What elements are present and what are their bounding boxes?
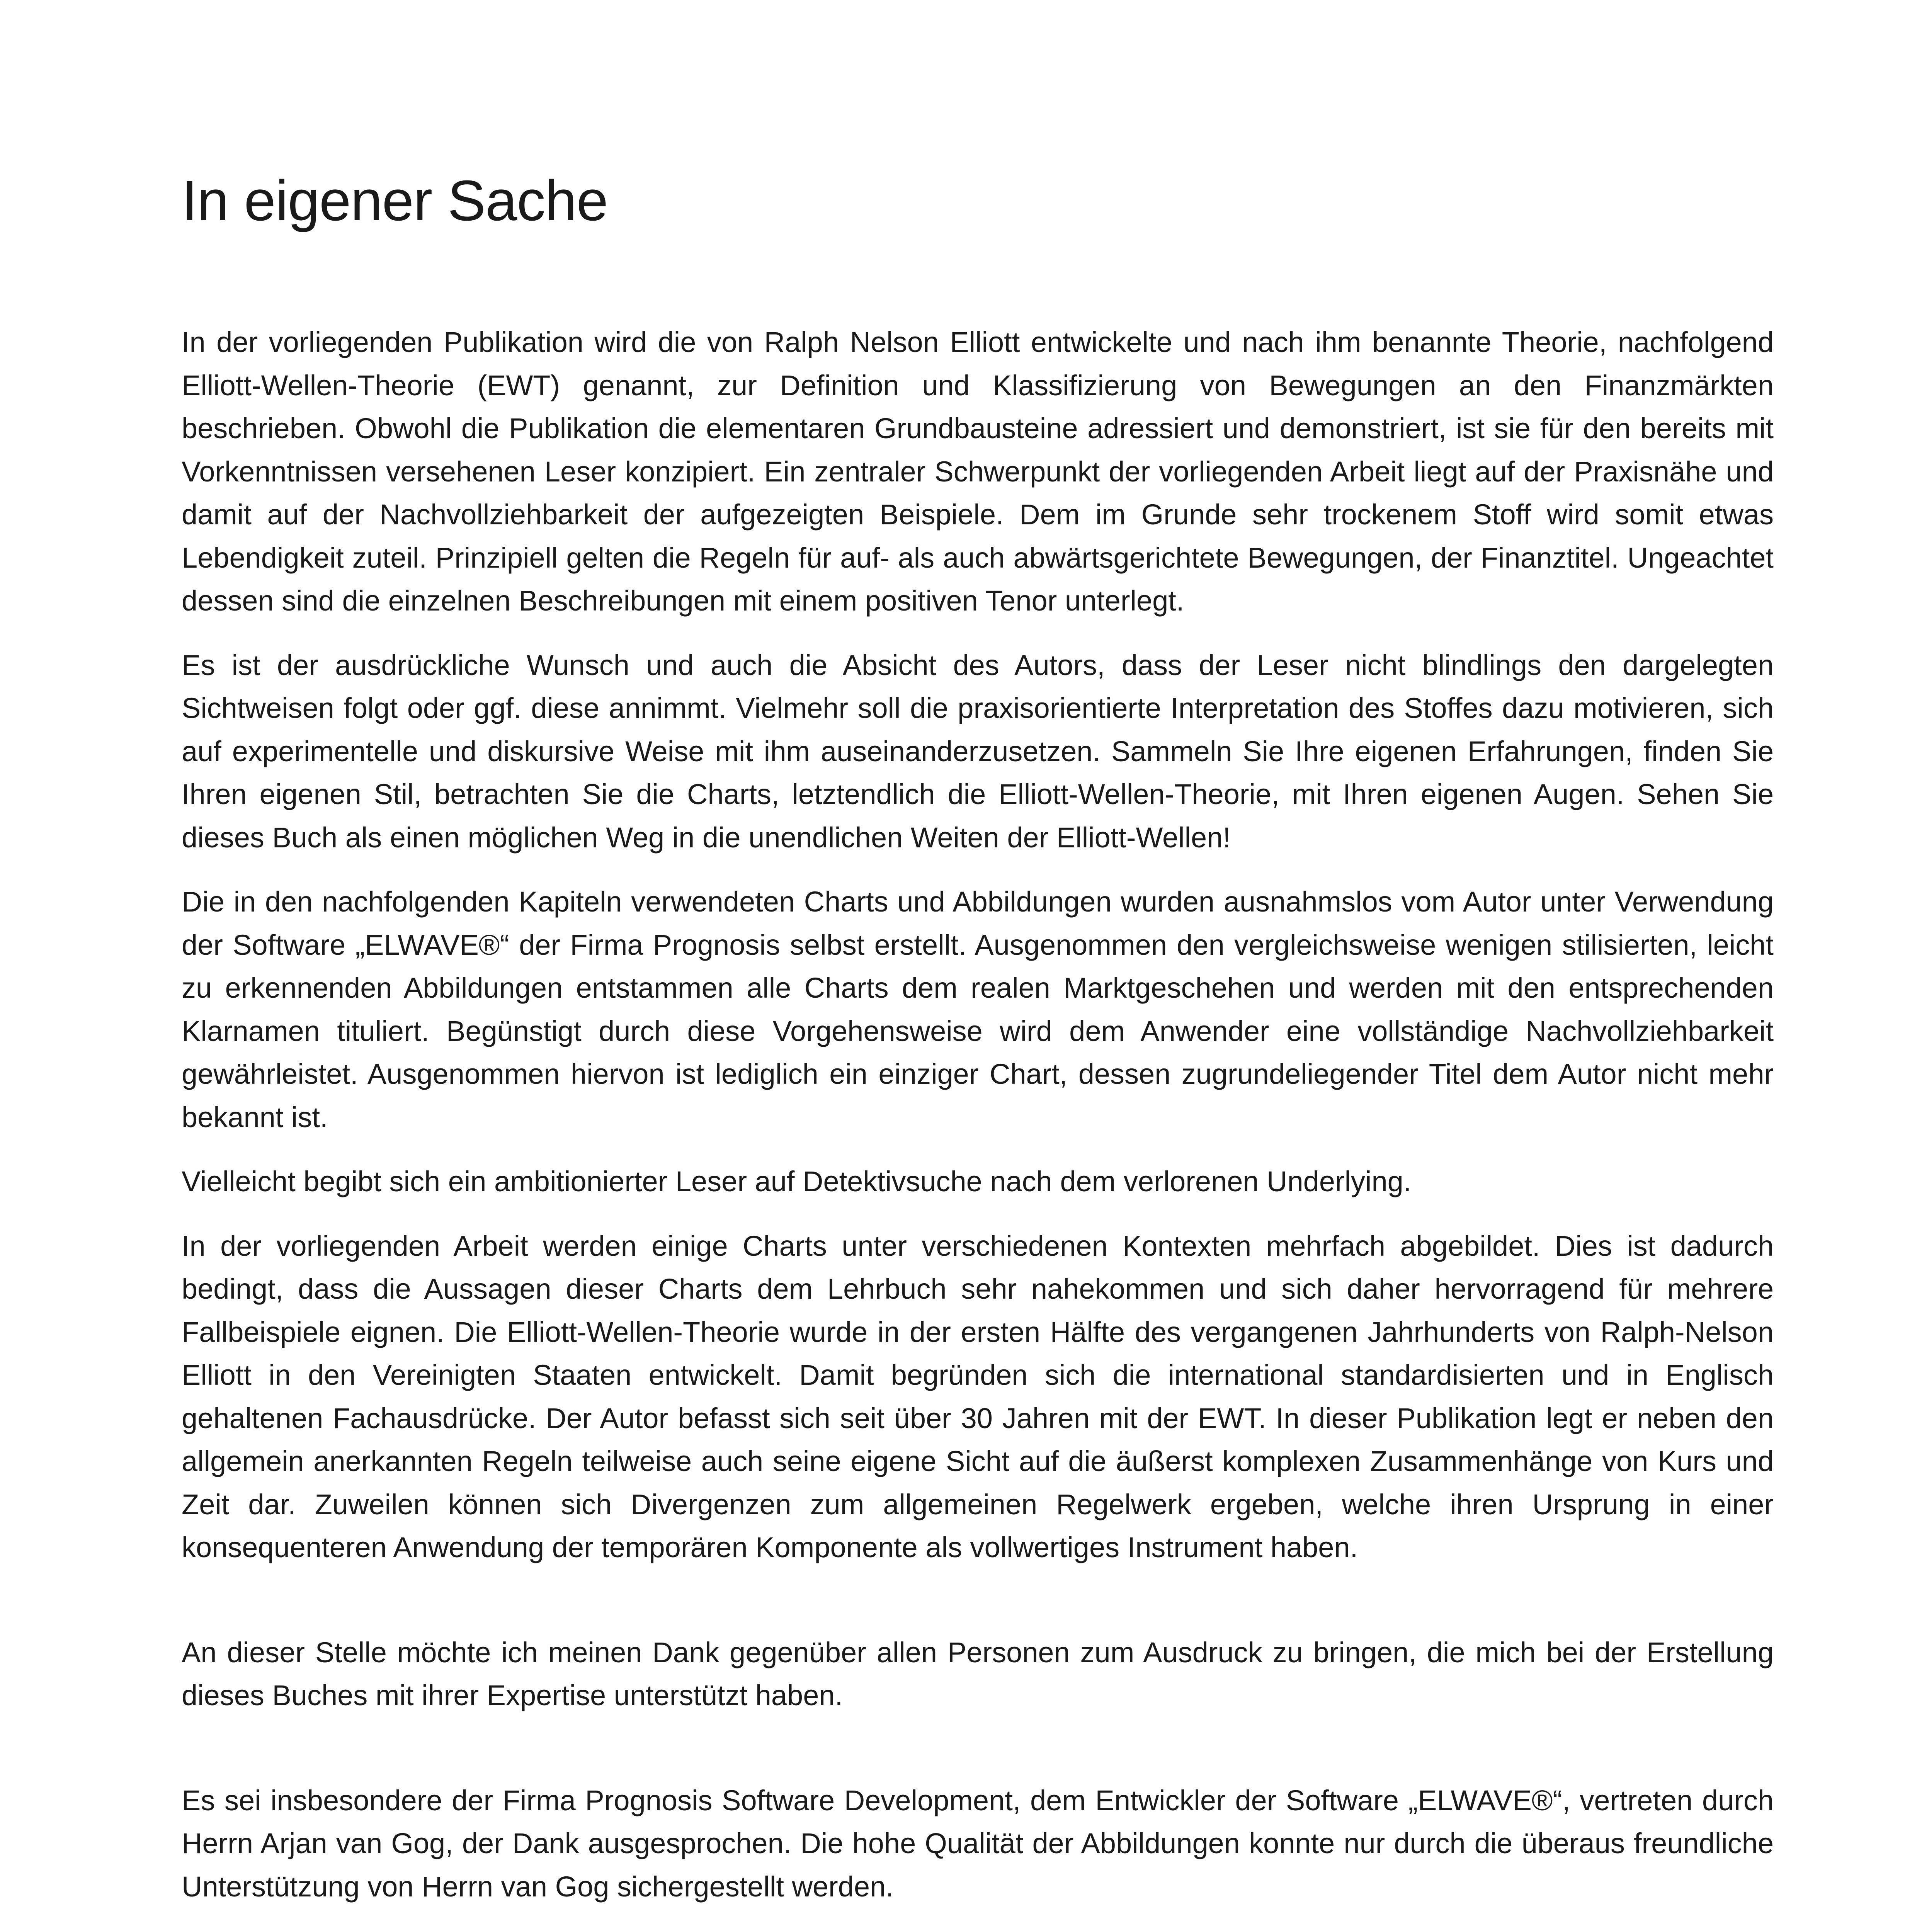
paragraph-context: In der vorliegenden Arbeit werden einige Charts unter verschiedenen Kontexten mehrfach abgebildet. Dies ist dadurch bedingt, dass die Aussagen dieser Charts dem Lehrbuch sehr nahekommen und sich daher hervorragend für mehrere Fallbeispiele eignen. Die Elliott-Wellen-Theorie wurde in der ersten Hälfte des vergangenen Jahrhunderts von Ralph-Nelson Elliott in den Vereinigten Staaten entwickelt. Damit begründen sich die international standardisierten und in Englisch gehaltenen Fachausdrücke. Der Autor befasst sich seit über 30 Jahren mit der EWT. In dieser Publikation legt er neben den allgemein anerkannten Regeln teilweise auch seine eigene Sicht auf die äußerst komplexen Zusammenhänge von Kurs und Zeit dar. Zuweilen können sich Divergenzen zum allgemeinen Regelwerk ergeben, welche ihren Ursprung in einer konsequenteren Anwendung der temporären Komponente als vollwertiges Instrument haben.: [182, 1230, 1774, 1563]
paragraph-detective: Vielleicht begibt sich ein ambitionierter Leser auf Detektivsuche nach dem verlorenen Underlying.: [182, 1165, 1412, 1197]
paragraph-thanks: An dieser Stelle möchte ich meinen Dank gegenüber allen Personen zum Ausdruck zu bringen, die mich bei der Erstellung dieses Buches mit ihrer Expertise unterstützt haben.: [182, 1636, 1774, 1711]
page-title: In eigener Sache: [182, 169, 608, 233]
paragraph-introduction: In der vorliegenden Publikation wird die von Ralph Nelson Elliott entwickelte und nach ihm benannte Theorie, nachfolgend Elliott-Wellen-Theorie (EWT) genannt, zur Definition und Klassifizierung von Bewegungen an den Finanzmärkten beschrieben. Obwohl die Publikation die elementaren Grundbausteine adressiert und demonstriert, ist sie für den bereits mit Vorkenntnissen versehenen Leser konzipiert. Ein zentraler Schwerpunkt der vorliegenden Arbeit liegt auf der Praxisnähe und damit auf der Nachvollziehbarkeit der aufgezeigten Beispiele. Dem im Grunde sehr trockenem Stoff wird somit etwas Lebendigkeit zuteil. Prinzipiell gelten die Regeln für auf- als auch abwärtsgerichtete Bewegungen, der Finanztitel. Ungeachtet dessen sind die einzelnen Beschreibungen mit einem positiven Tenor unterlegt.: [182, 326, 1774, 617]
page-content: [182, 162, 1774, 1929]
paragraph-author-intent: Es ist der ausdrückliche Wunsch und auch die Absicht des Autors, dass der Leser nicht blindlings den dargelegten Sichtweisen folgt oder ggf. diese annimmt. Vielmehr soll die praxisorientierte Interpretation des Stoffes dazu motivieren, sich auf experimentelle und diskursive Weise mit ihm auseinanderzusetzen. Sammeln Sie Ihre eigenen Erfahrungen, finden Sie Ihren eigenen Stil, betrachten Sie die Charts, letztendlich die Elliott-Wellen-Theorie, mit Ihren eigenen Augen. Sehen Sie dieses Buch als einen möglichen Weg in die unendlichen Weiten der Elliott-Wellen!: [182, 649, 1774, 854]
paragraph-acknowledgement: Es sei insbesondere der Firma Prognosis Software Development, dem Entwickler der Software „ELWAVE®“, vertreten durch Herrn Arjan van Gog, der Dank ausgesprochen. Die hohe Qualität der Abbildungen konnte nur durch die überaus freundliche Unterstützung von Herrn van Gog sichergestellt werden.: [182, 1784, 1774, 1903]
paragraph-charts-source: Die in den nachfolgenden Kapiteln verwendeten Charts und Abbildungen wurden ausnahmslos vom Autor unter Verwendung der Software „ELWAVE®“ der Firma Prognosis selbst erstellt. Ausgenommen den vergleichsweise wenigen stilisierten, leicht zu erkennenden Abbildungen entstammen alle Charts dem realen Marktgeschehen und werden mit den entsprechenden Klarnamen tituliert. Begünstigt durch diese Vorgehensweise wird dem Anwender eine vollständige Nachvollziehbarkeit gewährleistet. Ausgenommen hiervon ist lediglich ein einziger Chart, dessen zugrundeliegender Titel dem Autor nicht mehr bekannt ist.: [182, 886, 1774, 1133]
